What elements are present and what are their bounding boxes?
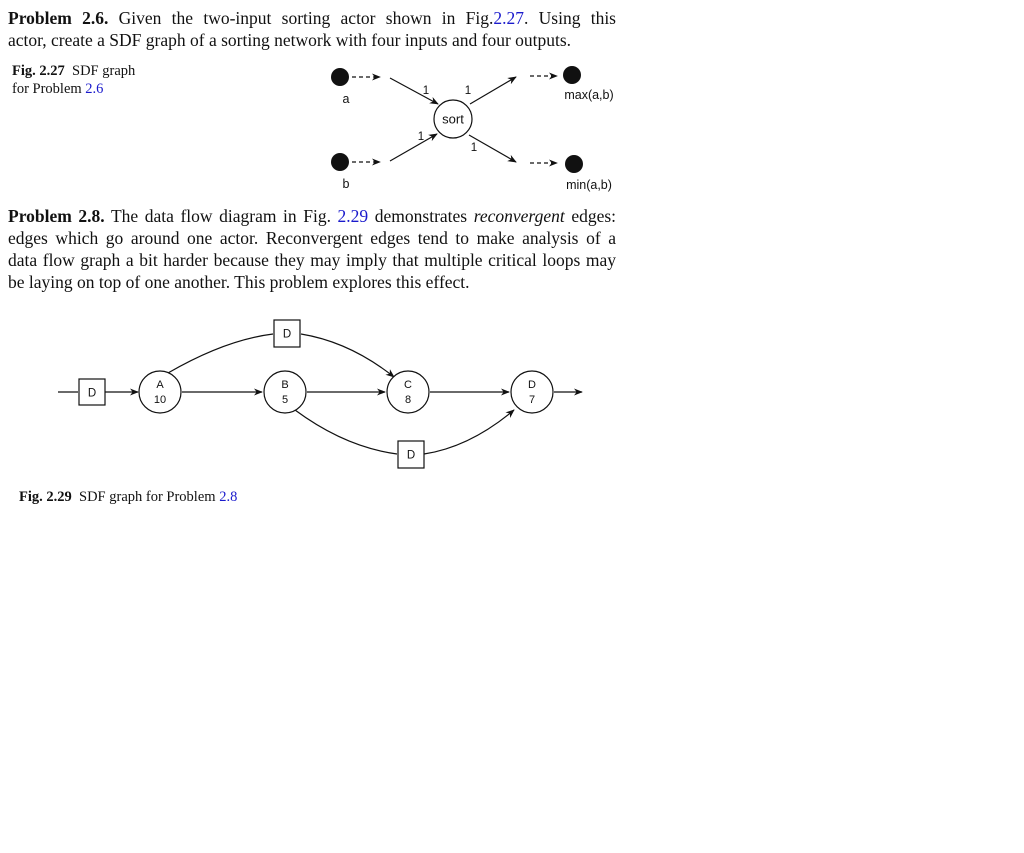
actor-d (511, 371, 553, 413)
actor-c-circle (387, 371, 429, 413)
rate-in-a: 1 (422, 85, 430, 97)
output-max-node (563, 66, 581, 84)
edge-delay-lower-to-d (424, 410, 514, 454)
fig-2-27-reference-link[interactable]: 2.27 (493, 8, 524, 28)
fig-2-29-reference-link[interactable]: 2.29 (337, 206, 369, 226)
output-min-label: min(a,b) (566, 178, 612, 192)
delay-label-lower: D (406, 449, 416, 462)
problem-2-8-label: Problem 2.8. (8, 206, 105, 226)
fig-2-27-caption-text: SDF graph (72, 63, 136, 79)
sort-actor-label: sort (442, 111, 464, 127)
fig-2-29-diagram (58, 320, 582, 468)
actor-d-circle (511, 371, 553, 413)
edge-a-to-sort (390, 78, 438, 104)
input-a-node (331, 68, 349, 86)
fig-2-27-diagram (331, 66, 614, 192)
rate-in-b: 1 (417, 131, 425, 143)
delay-label-upper: D (282, 328, 292, 341)
delay-label-input: D (87, 387, 97, 400)
fig-2-29-caption-label: Fig. 2.29 (19, 489, 72, 505)
actor-d-value: 7 (528, 394, 536, 406)
output-min-node (565, 155, 583, 173)
actor-b-value: 5 (281, 394, 289, 406)
problem-2-6-reference-link[interactable]: 2.6 (85, 81, 104, 97)
input-a-label: a (342, 92, 350, 106)
actor-c (387, 371, 429, 413)
actor-c-value: 8 (404, 394, 412, 406)
actor-b (264, 371, 306, 413)
problem-2-6-text-end: . Using this (523, 8, 616, 28)
actor-b-circle (264, 371, 306, 413)
actor-d-name: D (528, 379, 536, 391)
problem-2-8-reference-link[interactable]: 2.8 (219, 489, 238, 505)
actor-a-name: A (156, 379, 164, 391)
edge-b-to-sort (390, 134, 437, 161)
edge-b-to-delay-lower (295, 410, 397, 454)
problem-2-8-line-4: be laying on top of one another. This problem explores this effect. (8, 272, 470, 292)
reconvergent-term: reconvergent (473, 206, 565, 226)
edge-sort-to-max (470, 77, 516, 104)
input-b-node (331, 153, 349, 171)
problem-2-6-text: Given the two-input sorting actor shown in Fig. (118, 8, 494, 28)
problem-2-8-line-3: data flow graph a bit harder because they may imply that multiple critical loops may (8, 250, 616, 270)
problem-2-8-text: The data flow diagram in Fig. (110, 206, 331, 226)
actor-a-value: 10 (153, 394, 167, 406)
fig-2-27-caption-line2: for Problem (12, 81, 82, 97)
problem-2-8-text-end: edges: (571, 206, 617, 226)
input-b-label: b (342, 177, 350, 191)
problem-2-8-line-2: edges which go around one actor. Reconvergent edges tend to make analysis of a (8, 228, 616, 248)
problem-2-6-line-2: actor, create a SDF graph of a sorting network with four inputs and four outputs. (8, 30, 572, 50)
actor-a (139, 371, 181, 413)
actor-c-name: C (404, 379, 412, 391)
problem-2-6-label: Problem 2.6. (8, 8, 109, 28)
fig-2-27-caption-label: Fig. 2.27 (12, 63, 65, 79)
output-max-label: max(a,b) (564, 88, 614, 102)
actor-b-name: B (281, 379, 289, 391)
edge-delay-upper-to-c (301, 334, 394, 377)
rate-out-min: 1 (470, 142, 478, 154)
edge-a-to-delay-upper (168, 334, 273, 373)
problem-2-8-text-mid: demonstrates (374, 206, 468, 226)
fig-2-29-caption-text: SDF graph for Problem (79, 489, 216, 505)
rate-out-max: 1 (464, 85, 472, 97)
actor-a-circle (139, 371, 181, 413)
